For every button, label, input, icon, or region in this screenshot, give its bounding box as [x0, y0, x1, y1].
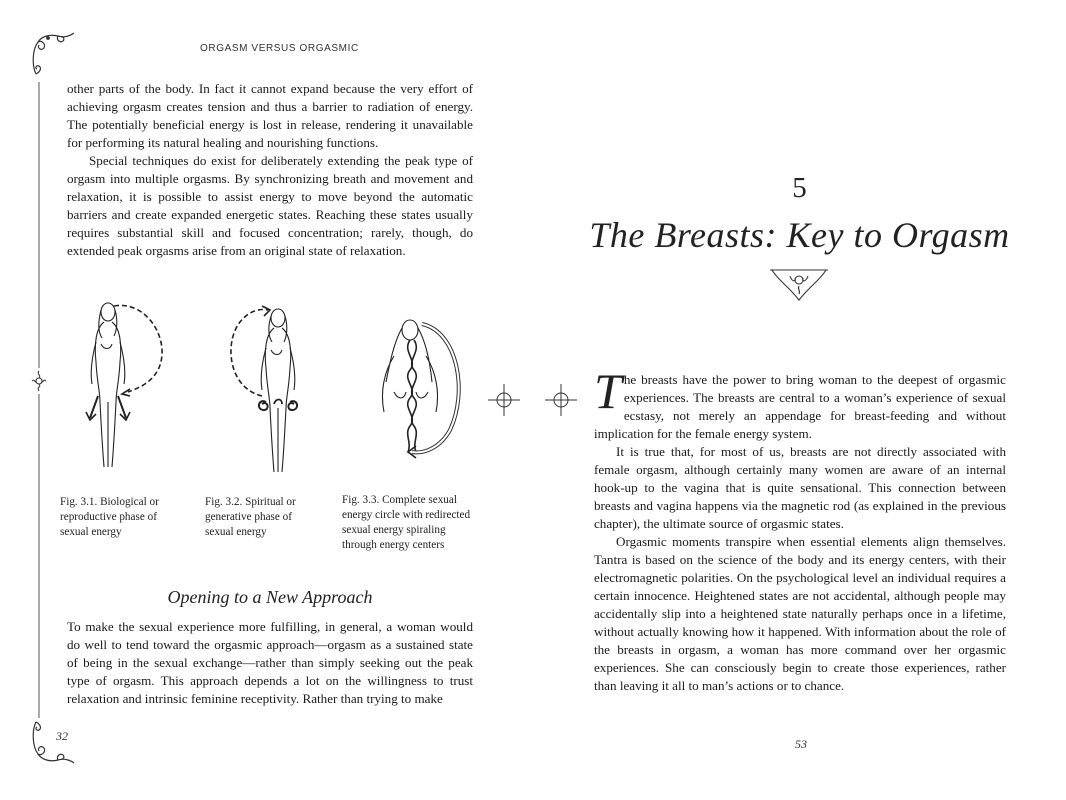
crop-registration-icon [545, 384, 577, 421]
drop-cap: T [594, 363, 622, 419]
chapter-title: The Breasts: Key to Orgasm [589, 215, 1010, 255]
paragraph: Special techniques do exist for deliberately extending the peak type of orgasm into multiple orgasms. By synchronizing breath and movement and relaxation, it is possible to assist energy to move beyond the automatic barriers and create expanded energetic states. Reaching these states usually requires substantial skill and focused concentration; rarely, though, do extended peak orgasms arise from an original state of relaxation. [67, 153, 473, 258]
paragraph: It is true that, for most of us, breasts are not directly associated with female orgasm, although certainly many women are aware of an internal hook-up to the vagina that is quite sensational. This connection between breasts and vagina happens via the magnetic rod (as explained in the previous chapter), the ultimate source of orgasmic states. [594, 444, 1006, 531]
page-number: 53 [795, 737, 807, 751]
paragraph [594, 363, 1006, 443]
paragraph: other parts of the body. In fact it cannot expand because the very effort of achieving orgasm creates tension and thus a barrier to radiation of energy. The potentially beneficial energy is lost in release, rendering it unavailable for performing its natural healing and nourishing functions. [67, 81, 473, 150]
scroll-flourish-icon [28, 30, 78, 80]
crop-registration-icon [488, 384, 520, 421]
figure-caption: Fig. 3.2. Spiritual or generative phase of sexual energy [205, 496, 296, 538]
page-number: 32 [56, 729, 68, 743]
paragraph-text: he breasts have the power to bring woman to the deepest of orgasmic experiences. The breasts are central to a woman’s experience of sexual ecstasy, not merely an appendage for breast-feeding and without implication for the female energy system. [594, 372, 1006, 441]
paragraph: Orgasmic moments transpire when essential elements align themselves. Tantra is based on the science of the body and its energy centers, with their electromagnetic polarities. On the psychological level an individual requires a certain innocence. Heightened states are not accidental, although people may accidentally slip into a heightened state naturally perhaps once in a lifetime, without actually knowing how it happened. With information about the role of the breasts in orgasm, a woman has more command over her orgasmic experiences. She can consciously begin to create those experiences, rather than leaving it all to man’s actions or to chance. [594, 534, 1006, 693]
figure-caption: Fig. 3.1. Biological or reproductive phase of sexual energy [60, 496, 159, 538]
running-head: ORGASM VERSUS ORGASMIC [200, 43, 359, 54]
chapter-number: 5 [792, 172, 807, 204]
paragraph: To make the sexual experience more fulfilling, in general, a woman would do well to tend toward the orgasmic approach—orgasm as a sustained state of being in the sexual exchange—rather than simply seeking out the peak type of orgasm. This approach depends a lot on the willingness to trust relaxation and intrinsic feminine receptivity. Rather than trying to make [67, 619, 473, 706]
right-text [594, 363, 1006, 695]
figure-caption: Fig. 3.3. Complete sexual energy circle with redirected sexual energy spiraling through energy centers [342, 494, 471, 551]
margin-rule [37, 82, 41, 718]
female-figure-energy-spiral-icon [358, 312, 468, 467]
floral-rosette-icon [29, 368, 49, 394]
floral-heart-ornament-icon [768, 266, 830, 302]
left-text-bottom [67, 618, 473, 708]
female-figure-energy-upward-icon [218, 292, 328, 487]
left-page [0, 0, 520, 800]
section-heading: Opening to a New Approach [167, 587, 373, 607]
left-text-top [67, 80, 473, 260]
figure-group [58, 292, 488, 582]
scroll-flourish-icon [28, 718, 78, 768]
female-figure-energy-downward-icon [68, 292, 178, 487]
